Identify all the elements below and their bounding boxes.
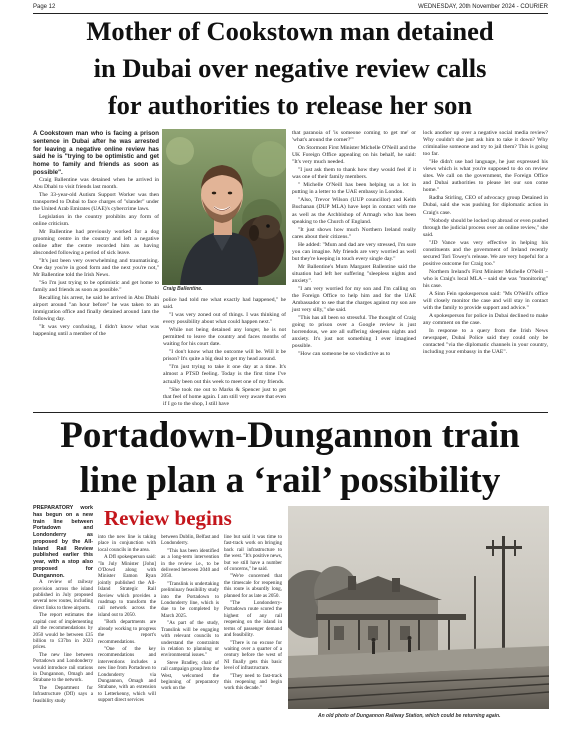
paragraph: "JD Vance was very effective in helping his constituents and the government of Ireland recently secured Tori Towey's release. We are very hopeful for a positive outcome for Craig too." xyxy=(423,239,548,267)
story2-headline-line2: line plan a ‘rail’ possibility xyxy=(79,460,501,501)
paragraph: The new line between Portadown and Londonderry would introduce rail stations in Dungannon, Omagh and Strabane to the network. xyxy=(33,651,93,684)
paragraph: "I don't know what the outcome will be. Will it be prison? It's quite a big deal to get my head around. xyxy=(163,349,286,363)
paragraph: On Stormont First Minister Michelle O'Neill and the UK Foreign Office appealing on his behalf, he said: "It's very much needed. xyxy=(292,145,416,166)
paragraph: In response to a query from the Irish News newspaper, Dubai Police said they could only be contacted "via the diplomatic channels in your country, including your embassy in the UAE". xyxy=(423,328,548,356)
paragraph: "As part of the study, Translink will be engaging with relevant councils to understand the constraints in relation to planning or environmental issues." xyxy=(161,620,219,659)
story1-column-4 xyxy=(423,130,548,357)
story2-column-1 xyxy=(33,505,93,705)
paragraph: He added: "Mum and dad are very stressed, I'm sure you can imagine. My friends are very worried as well but they're keeping in touch every single day." xyxy=(292,241,416,262)
story2-lead: PREPARATORY work has begun on a new train line between Portadown and Londonderry as proposed by the All-Island Rail Review published earlier this year, with a stop also proposed for Dungannon. xyxy=(33,505,93,579)
paragraph: "I was very zoned out of things. I was thinking of every possibility about what could happen next." xyxy=(163,312,286,326)
top-rule xyxy=(33,13,548,14)
story1-column-3 xyxy=(292,130,416,359)
paragraph: Craig Ballentine was detained when he arrived in Abu Dhabi to visit friends last month. xyxy=(33,176,159,190)
paragraph: The 33-year-old Autism Support Worker was then transported to Dubai to face charges of "slander" under the United Arab Emirates (UAE)'s cybercrime laws. xyxy=(33,191,159,212)
story1-headline-line1: Mother of Cookstown man detained xyxy=(86,16,494,46)
paragraph: "It just shows how much Northern Ireland really cares about their citizens." xyxy=(292,226,416,240)
paragraph: "There is no excuse for waiting over a quarter of a century before the west of NI finally gets this basic level of infrastructure. xyxy=(224,639,282,672)
paragraph: police had told me what exactly had happened," he said. xyxy=(163,297,286,311)
story2-column-3 xyxy=(161,534,219,693)
story-divider xyxy=(33,412,548,413)
paragraph: The Department for Infrastructure (DfI) says a feasibility study xyxy=(33,684,93,704)
dateline: WEDNESDAY, 20th November 2024 - COURIER xyxy=(418,4,548,10)
story2-column-2 xyxy=(98,534,156,705)
paragraph: Northern Ireland's First Minister Michelle O'Neill – who is Craig's local MLA – said she was "monitoring" his case. xyxy=(423,268,548,289)
paragraph: lock another up over a negative social media review? Why couldn't she just ask him to take it down? Why criminalise someone and try to jail them? This is going too far. xyxy=(423,130,548,158)
paragraph: "This has all been so stressful. The thought of Craig going to prison over a Google review is just horrendous, we are all suffering sleepless nights and anxiety. It's just not something I ever imagined possible. xyxy=(292,315,416,350)
paragraph: While not being detained any longer, he is not permitted to leave the country and faces months of waiting for his court date. xyxy=(163,327,286,348)
paragraph: "I am very worried for my son and I'm calling on the Foreign Office to help him and for the UAE Ambassador to see that the charges against my son are just very silly," she said. xyxy=(292,285,416,314)
paragraph: "So I'm just trying to be optimistic and get home to family and friends as soon as possible." xyxy=(33,280,159,294)
story2-column-4 xyxy=(224,534,282,693)
story2-kicker: Review begins xyxy=(104,506,232,530)
paragraph: A DfI spokesperson said: "In July Minister [John] O'Dowd along with Minister Eamon Ryan jointly published the All-Island Strategic Rail Review which provides a roadmap to transform the rail network across the island out to 2050. xyxy=(98,554,156,618)
story1-column-1 xyxy=(33,130,159,340)
paragraph: "The Londonderry-Portadown route scored the highest of any rail reopening on the island in terms of passenger demand and feasibility. xyxy=(224,600,282,639)
paragraph: "They need to fast-track this reopening and begin work this decade." xyxy=(224,672,282,692)
story1-lead: A Cookstown man who is facing a prison sentence in Dubai after he was arrested for leaving a negative online review has said he is "trying to be optimistic and get home to family and friends as soon as possible". xyxy=(33,130,159,176)
paragraph: line but said it was time to fast-track work on bringing back rail infrastructure to the west. "It's positive news, but we still have a number of concerns," he said. xyxy=(224,534,282,573)
story1-headline-line2: in Dubai over negative review calls xyxy=(93,53,487,83)
paragraph: " Michelle O'Neill has been helping us a lot in putting in a letter to the UAE embassy in London. xyxy=(292,182,416,196)
paragraph: Steve Bradley, chair of rail campaign group Into the West, welcomed the beginning of preparatory work on the xyxy=(161,659,219,692)
paragraph: "He didn't use bad language, he just expressed his views which is what you're supposed to do on review sites. We call on the government, the Foreign Office and Dubai authorities to please let our son come home." xyxy=(423,159,548,194)
story2-headline-line1: Portadown-Dungannon train xyxy=(60,415,520,456)
paragraph: "Also, Trevor Wilson (UUP councillor) and Keith Buchanan (DUP MLA) have kept in contact with me as well as the Archbishop of Armagh who has been speaking to the Church of England. xyxy=(292,197,416,225)
paragraph: The report estimates the capital cost of implementing all the recommendations by 2050 would be between £35 billion to £37bn in 2023 prices. xyxy=(33,612,93,651)
paragraph: "This has been identified as a long-term intervention in the review i.e., to be delivered between 2040 and 2050. xyxy=(161,547,219,580)
paragraph: A review of railway provision across the island published in July proposed several new routes, including direct links to three airports. xyxy=(33,579,93,611)
paragraph: Legislation in the country prohibits any form of online criticism. xyxy=(33,213,159,227)
paragraph: A spokesperson for police in Dubai declined to make any comment on the case. xyxy=(423,313,548,327)
story1-photo-craig-ballentine xyxy=(162,129,286,285)
paragraph: Mr Ballentine's Mum Margaret Ballentine said the situation had left her suffering "sleepless nights and anxiety". xyxy=(292,263,416,284)
paragraph: "Both departments are already working to progress the report's recommendations. xyxy=(98,619,156,645)
page-number: Page 12 xyxy=(33,4,56,10)
paragraph: between Dublin, Belfast and Londonderry. xyxy=(161,534,219,547)
story2-photo-caption: An old photo of Dungannon Railway Station, which could be returning again. xyxy=(318,713,501,719)
paragraph: A Sinn Fein spokesperson said: "Ms O'Neill's office will closely monitor the case and will stay in contact with the family to provide support and advice." xyxy=(423,291,548,312)
paragraph: Mr Ballentine had previously worked for a dog grooming centre in the country and left a negative online after the centre recorded him as having absconded following a period of sick leave. xyxy=(33,228,159,256)
story2-photo-dungannon-station xyxy=(288,506,549,709)
paragraph: "How can someone be so vindictive as to xyxy=(298,351,391,358)
paragraph: "One of the key recommendations and interventions includes a new line from Portadown to Londonderry via Dungannon, Omagh and Strabane, with an extension to Letterkenny, which will support direct services xyxy=(98,645,156,704)
paragraph: "Nobody should be locked up abroad or even pushed through the judicial process over an online review," she said. xyxy=(423,217,548,238)
story1-photo-caption: Craig Ballentine. xyxy=(163,286,203,292)
paragraph: "I just ask them to thank how they would feel if it was one of their family members. xyxy=(292,167,416,181)
story1-headline-line3: for authorities to release her son xyxy=(107,90,473,120)
paragraph: "It's just been very overwhelming and traumatising. One day you're in good form and the next you're not," Mr Ballentine told the Irish News. xyxy=(33,258,159,279)
paragraph: "She took me out to Marks & Spencer just to get that feel of home again. I am still very aware that even if I go to the shop, I still have xyxy=(163,386,286,407)
paragraph: that paranoia of 'is someone coming to get me' or 'what's around the corner?'" xyxy=(292,130,416,144)
paragraph: "We're concerned that the timescale for reopening this route is absurdly long, planned for as late as 2050. xyxy=(224,573,282,599)
paragraph: into the new line is taking place in conjunction with local councils in the area. xyxy=(98,534,156,553)
story1-column-2 xyxy=(163,297,286,409)
paragraph: "Translink is undertaking preliminary feasibility study into the Portadown to Londonderry line, which is due to be completed by March 2025. xyxy=(161,580,219,619)
paragraph: Radha Stirling, CEO of advocacy group Detained in Dubai, said she was pushing for diplomatic action in Craig's case. xyxy=(423,195,548,216)
paragraph: Recalling his arrest, he said he arrived in Abu Dhabi airport around "an hour before" he was taken to an immigration office and finally detained around 1am the following day. xyxy=(33,295,159,323)
paragraph: "I'm just trying to take it one day at a time. It's almost a PTSD feeling. Today is the first time I've actually been out this week to meet one of my friends. xyxy=(163,364,286,385)
paragraph: "It was very confusing, I didn't know what was happening until a member of the xyxy=(33,324,159,338)
